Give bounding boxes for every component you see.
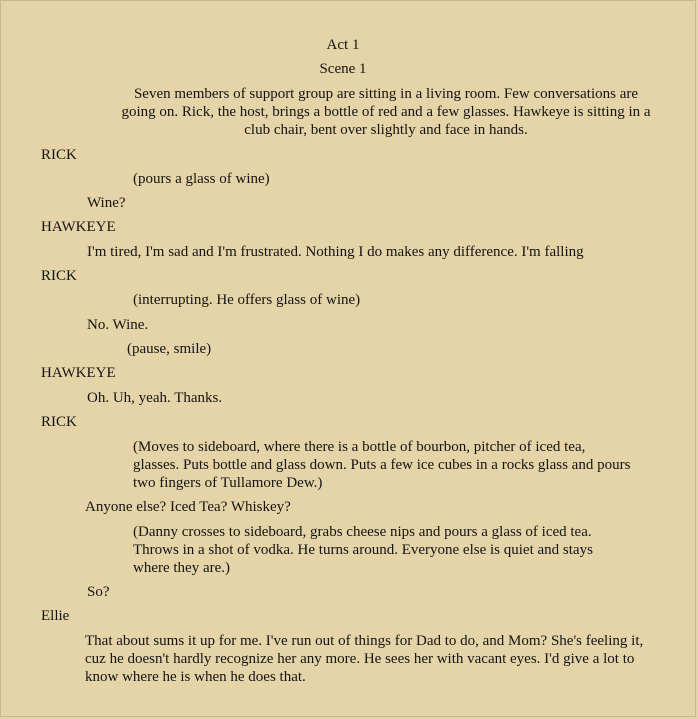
parenthetical: (Danny crosses to sideboard, grabs cheese nips and pours a glass of iced tea. Throws in a shot of vodka. He turns around. Everyone else is quiet and stays where they are.) [133,524,593,576]
scene-description: Seven members of support group are sitting in a living room. Few conversations are going on. Rick, the host, brings a bottle of red and a few glasses. Hawkeye is sitting in a club chair, bent over slightly and face in hands. [121,86,651,138]
dialogue-line: So? [87,584,110,600]
parenthetical: (pause, smile) [127,341,212,357]
dialogue-line: No. Wine. [87,317,149,333]
character-name: Ellie [41,608,70,624]
dialogue-line: Oh. Uh, yeah. Thanks. [87,390,223,406]
dialogue-line: I'm tired, I'm sad and I'm frustrated. Nothing I do makes any difference. I'm falling [87,244,584,260]
scene-heading: Scene 1 [319,61,367,77]
act-heading: Act 1 [326,37,360,53]
character-name: RICK [41,414,77,430]
character-name: HAWKEYE [41,365,116,381]
parenthetical: (interrupting. He offers glass of wine) [133,292,361,308]
dialogue-line: Anyone else? Iced Tea? Whiskey? [85,499,291,515]
character-name: RICK [41,147,77,163]
parenthetical: (pours a glass of wine) [133,171,270,187]
parenthetical: (Moves to sideboard, where there is a bottle of bourbon, pitcher of iced tea, glasses. Puts bottle and glass down. Puts a few ice cubes in a rocks glass and pours two fingers of Tullamore Dew.) [133,439,631,491]
character-name: RICK [41,268,77,284]
dialogue-line: That about sums it up for me. I've run out of things for Dad to do, and Mom? She's feeling it, cuz he doesn't hardly recognize her any more. He sees her with vacant eyes. I'd give a lot to know where he is when he does that. [85,633,644,685]
dialogue-line: Wine? [87,195,126,211]
character-name: HAWKEYE [41,219,116,235]
